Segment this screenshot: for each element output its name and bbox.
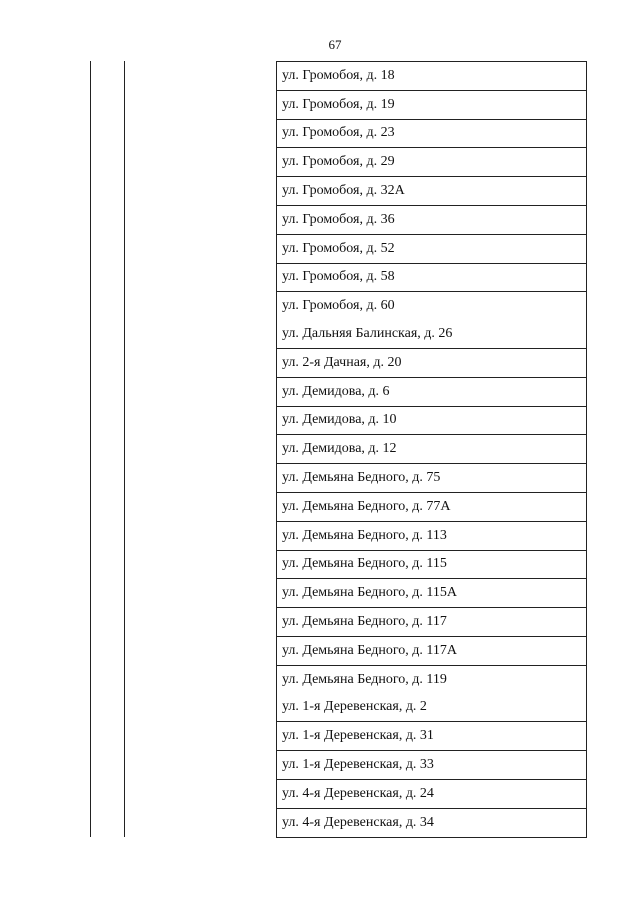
table-row [277, 636, 587, 665]
address-cell: ул. Громобоя, д. 32А [277, 177, 587, 206]
table-row [277, 550, 587, 579]
table-column-border-left [90, 61, 91, 837]
table-row [277, 521, 587, 550]
table-row [277, 722, 587, 751]
table-row [277, 119, 587, 148]
address-cell: ул. Демьяна Бедного, д. 117 [277, 608, 587, 637]
table-row [277, 694, 587, 722]
address-cell: ул. Громобоя, д. 58 [277, 263, 587, 292]
table-row [277, 62, 587, 91]
table-row [277, 90, 587, 119]
table-row [277, 205, 587, 234]
table-row [277, 377, 587, 406]
address-cell: ул. Демьяна Бедного, д. 119 [277, 665, 587, 693]
table-row [277, 435, 587, 464]
address-cell: ул. Демьяна Бедного, д. 113 [277, 521, 587, 550]
address-cell: ул. Демьяна Бедного, д. 77А [277, 492, 587, 521]
address-cell: ул. Демьяна Бедного, д. 115 [277, 550, 587, 579]
address-cell: ул. Демидова, д. 12 [277, 435, 587, 464]
table-row [277, 665, 587, 693]
address-cell: ул. 2-я Дачная, д. 20 [277, 348, 587, 377]
table-row [277, 234, 587, 263]
address-cell: ул. 1-я Деревенская, д. 2 [277, 694, 587, 722]
table-row [277, 579, 587, 608]
address-cell: ул. Громобоя, д. 18 [277, 62, 587, 91]
table-row [277, 808, 587, 837]
address-cell: ул. 1-я Деревенская, д. 31 [277, 722, 587, 751]
address-cell: ул. 4-я Деревенская, д. 24 [277, 779, 587, 808]
table-row [277, 263, 587, 292]
table-row [277, 348, 587, 377]
address-cell: ул. Громобоя, д. 60 [277, 292, 587, 320]
table-row [277, 608, 587, 637]
table-row [277, 292, 587, 320]
table-row [277, 177, 587, 206]
table-row [277, 406, 587, 435]
address-cell: ул. 1-я Деревенская, д. 33 [277, 751, 587, 780]
address-cell: ул. Демьяна Бедного, д. 117А [277, 636, 587, 665]
address-cell: ул. Громобоя, д. 36 [277, 205, 587, 234]
address-table [276, 61, 587, 838]
table-row [277, 464, 587, 493]
table-row [277, 751, 587, 780]
address-cell: ул. Демидова, д. 6 [277, 377, 587, 406]
address-cell: ул. Громобоя, д. 23 [277, 119, 587, 148]
address-cell: ул. Громобоя, д. 29 [277, 148, 587, 177]
address-cell: ул. 4-я Деревенская, д. 34 [277, 808, 587, 837]
table-row [277, 148, 587, 177]
address-cell: ул. Дальняя Балинская, д. 26 [277, 320, 587, 348]
table-row [277, 492, 587, 521]
address-cell: ул. Громобоя, д. 52 [277, 234, 587, 263]
table-row [277, 320, 587, 348]
table-row [277, 779, 587, 808]
address-cell: ул. Демидова, д. 10 [277, 406, 587, 435]
address-cell: ул. Демьяна Бедного, д. 115А [277, 579, 587, 608]
address-cell: ул. Демьяна Бедного, д. 75 [277, 464, 587, 493]
page-number: 67 [328, 37, 342, 52]
table-column-border-middle [124, 61, 125, 837]
address-cell: ул. Громобоя, д. 19 [277, 90, 587, 119]
